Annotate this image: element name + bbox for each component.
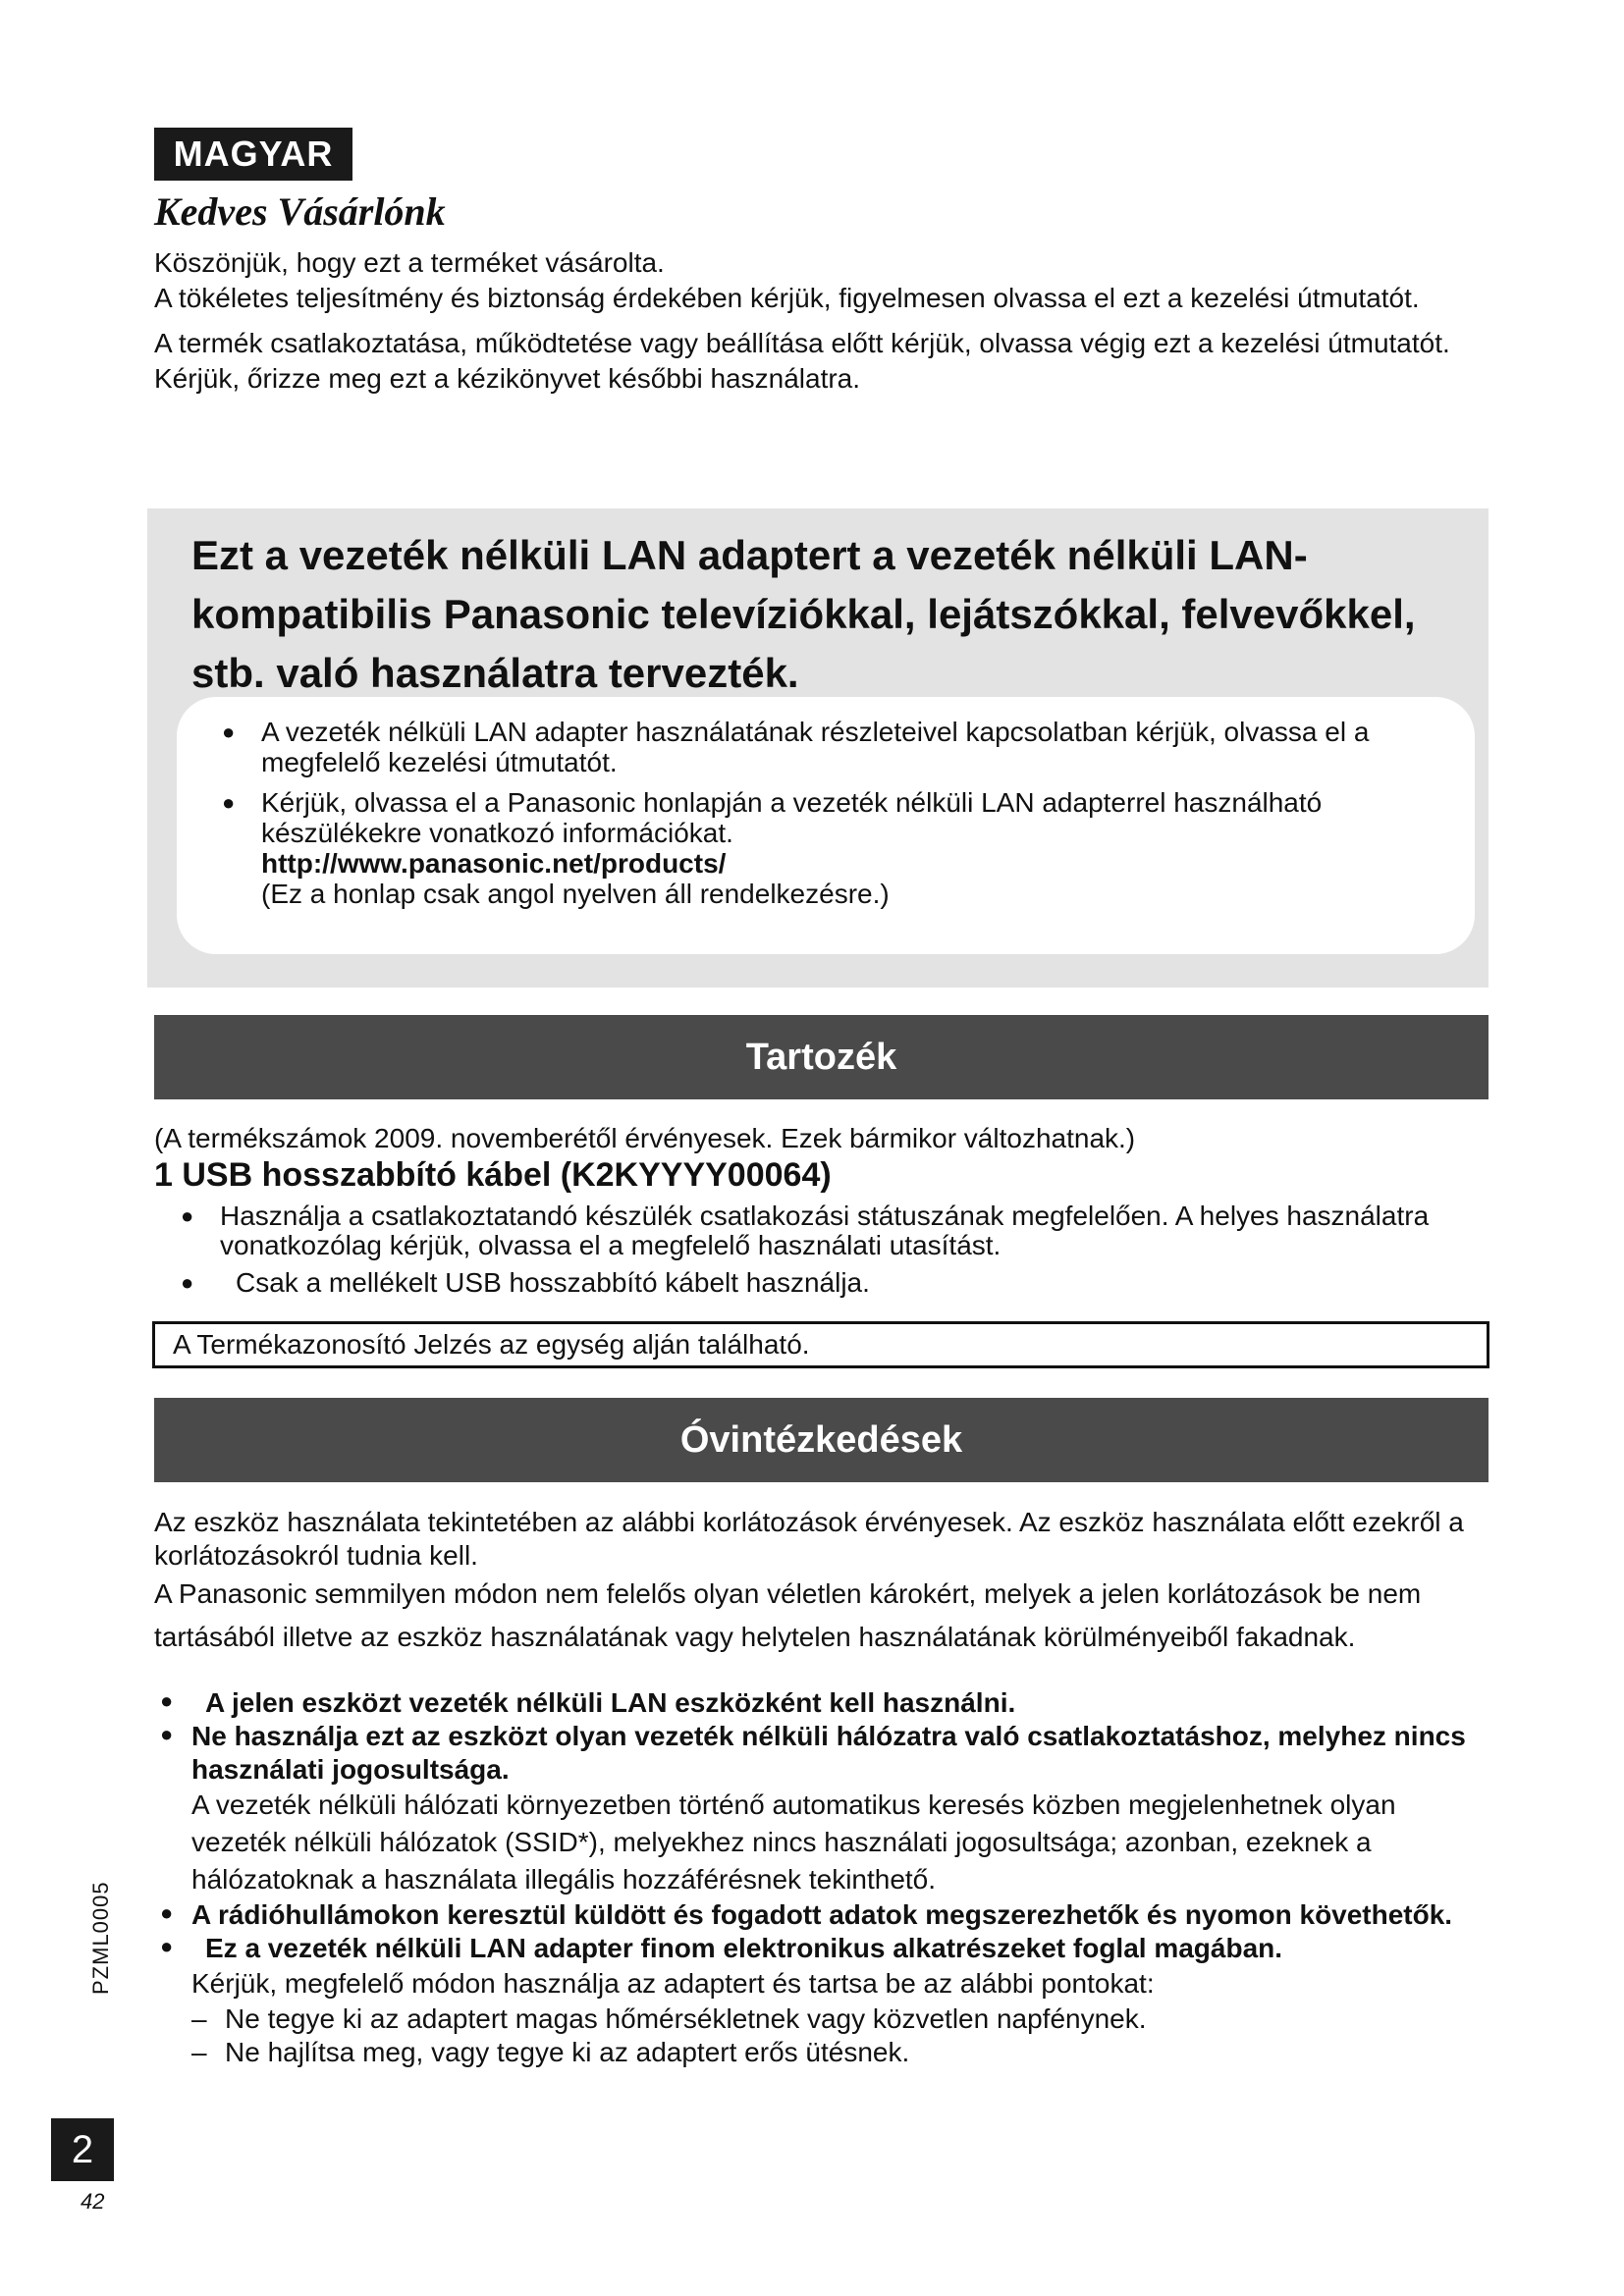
accessory-heading: Tartozék [154,1015,1489,1099]
website-link[interactable]: http://www.panasonic.net/products/ [261,848,727,879]
precautions-intro-1: Az eszköz használata tekintetében az alábbi korlátozások érvényesek. Az eszköz használata előtt ezekről a korlátozásokról tudnia kell. [154,1507,1464,1571]
note-text: Csak a mellékelt USB hosszabbító kábelt használja. [236,1267,870,1298]
document-code: PZML0005 [88,1881,113,1995]
precaution-heading: ● A jelen eszközt vezeték nélküli LAN eszközként kell használni. [205,1687,1016,1718]
list-item [154,1720,1489,1898]
section-number: 2 [51,2118,114,2181]
list-item [222,717,1439,777]
precaution-subitem: – Ne tegye ki az adaptert magas hőmérsékletnek vagy közvetlen napfénynek. [191,2002,1489,2036]
intended-use-title: Ezt a vezeték nélküli LAN adaptert a vezeték nélküli LAN-kompatibilis Panasonic televíziókkal, lejátszókkal, felvevőkkel, stb. való használatra tervezték. [191,532,1416,696]
accessory-item: 1 USB hosszabbító kábel (K2KYYYY00064) [154,1156,832,1194]
note-text: Használja a csatlakoztatandó készülék csatlakozási státuszának megfelelően. A helyes használatra vonatkozólag kérjük, olvassa el a megfelelő használati utasítást. [220,1201,1430,1260]
precautions-intro-2: A Panasonic semmilyen módon nem felelős olyan véletlen károkért, melyek a jelen korlátozások be nem tartásából illetve az eszköz használatának vagy helytelen használatának körülményeiből fakadnak. [154,1578,1422,1652]
accessory-notes [181,1201,1477,1306]
language-note: (Ez a honlap csak angol nyelven áll rendelkezésre.) [261,879,890,909]
intended-use-notes [177,697,1475,954]
list-item [154,1932,1489,2069]
intro-line-2: A tökéletes teljesítmény és biztonság érdekében kérjük, figyelmesen olvassa el ezt a kezelési útmutatót. [154,283,1420,313]
precaution-heading: ● Ne használja ezt az eszközt olyan vezeték nélküli hálózatra való csatlakoztatáshoz, melyhez nincs használati jogosultsága. [191,1721,1466,1785]
intended-use-panel [147,508,1489,988]
intro-line-1: Köszönjük, hogy ezt a terméket vásárolta. [154,247,665,278]
product-id-note: A Termékazonosító Jelzés az egység alján található. [152,1321,1489,1368]
list-item [181,1201,1477,1260]
precaution-body: A vezeték nélküli hálózati környezetben történő automatikus keresés közben megjelenhetnek olyan vezeték nélküli hálózatok (SSID*), melyekhez nincs használati jogosultsága; azonban, ezeknek a hálózatoknak a használata illegális hozzáférésnek tekinthető. [191,1789,1396,1895]
accessory-validity-note: (A termékszámok 2009. novemberétől érvényesek. Ezek bármikor változhatnak.) [154,1123,1136,1153]
greeting-heading: Kedves Vásárlónk [154,189,446,234]
language-label: MAGYAR [154,128,352,181]
precautions-heading: Óvintézkedések [154,1398,1489,1482]
list-item [154,1898,1489,1932]
intro-text [154,245,1489,397]
intro-line-3: A termék csatlakoztatása, működtetése vagy beállítása előtt kérjük, olvassa végig ezt a kezelési útmutatót. [154,328,1450,358]
precaution-heading: ● A rádióhullámokon keresztül küldött és fogadott adatok megszerezhetők és nyomon követhetők. [191,1899,1453,1930]
intro-line-4: Kérjük, őrizze meg ezt a kézikönyvet későbbi használatra. [154,363,861,394]
precautions-list [154,1686,1489,2069]
note-text: A vezeték nélküli LAN adapter használatának részleteivel kapcsolatban kérjük, olvassa el a megfelelő kezelési útmutatót. [261,717,1370,777]
page-number: 42 [81,2189,105,2214]
precautions-intro [154,1506,1489,1659]
note-text: Kérjük, olvassa el a Panasonic honlapján a vezeték nélküli LAN adapterrel használható készülékekre vonatkozó információkat. [261,787,1323,848]
list-item [222,787,1439,909]
list-item [154,1686,1489,1720]
precaution-heading: ● Ez a vezeték nélküli LAN adapter finom elektronikus alkatrészeket foglal magában. [205,1933,1283,1963]
precaution-body: Kérjük, megfelelő módon használja az adaptert és tartsa be az alábbi pontokat: [191,1968,1155,1999]
list-item [181,1268,1477,1298]
precaution-subitem: – Ne hajlítsa meg, vagy tegye ki az adaptert erős ütésnek. [191,2036,1489,2069]
